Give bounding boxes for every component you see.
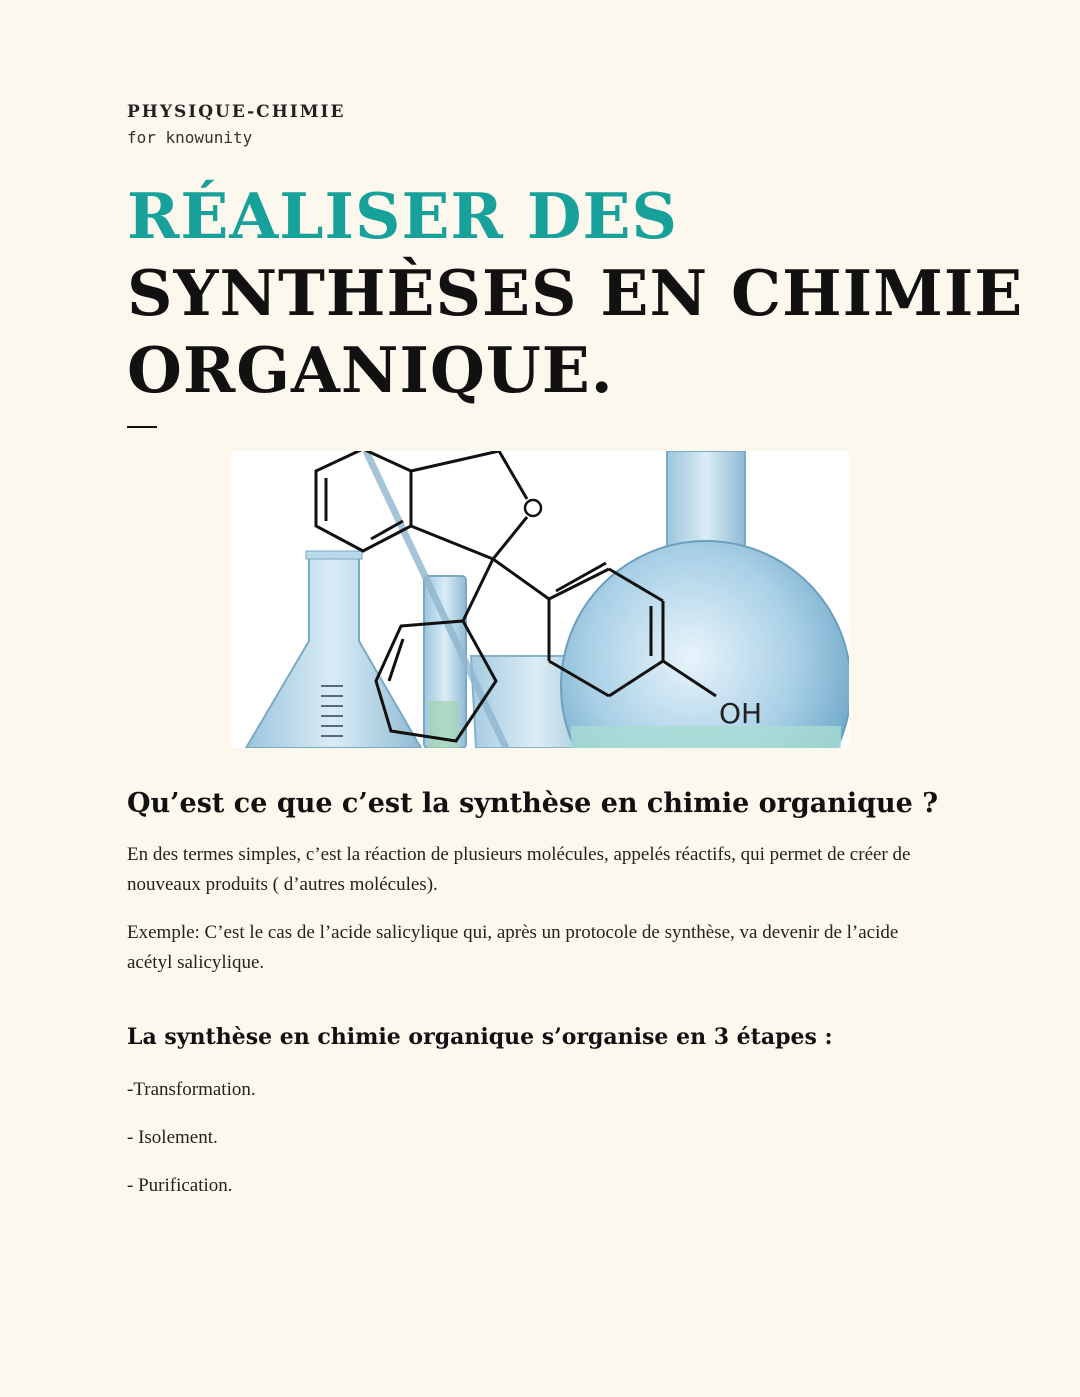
chemistry-illustration: [231, 451, 849, 748]
chemistry-glassware-icon: [231, 451, 849, 748]
title-accent-line: RÉALISER DES: [127, 179, 678, 253]
section-heading-definition: Qu’est ce que c’est la synthèse en chimie organique ?: [127, 788, 939, 819]
erlenmeyer-flask: [246, 556, 421, 748]
step-item: - Purification.: [127, 1175, 233, 1196]
step-item: -Transformation.: [127, 1079, 256, 1100]
title-line-2: SYNTHÈSES EN CHIMIE: [127, 256, 1024, 330]
page-title: [127, 178, 1023, 409]
example-paragraph: Exemple: C’est le cas de l’acide salicylique qui, après un protocole de synthèse, va devenir de l’acide acétyl salicylique.: [127, 922, 899, 973]
definition-paragraph: En des termes simples, c’est la réaction de plusieurs molécules, appelés réactifs, qui permet de créer de nouveaux produits ( d’autres molécules).: [127, 844, 911, 895]
title-divider: [127, 426, 157, 428]
step-item: - Isolement.: [127, 1127, 218, 1148]
title-line-3: ORGANIQUE.: [127, 333, 614, 407]
oh-label: OH: [719, 697, 763, 730]
brand-label: PHYSIQUE-CHIMIE: [127, 102, 346, 122]
section-heading-steps: La synthèse en chimie organique s’organise en 3 étapes :: [127, 1024, 833, 1050]
brand-subtitle: for knowunity: [127, 128, 253, 147]
